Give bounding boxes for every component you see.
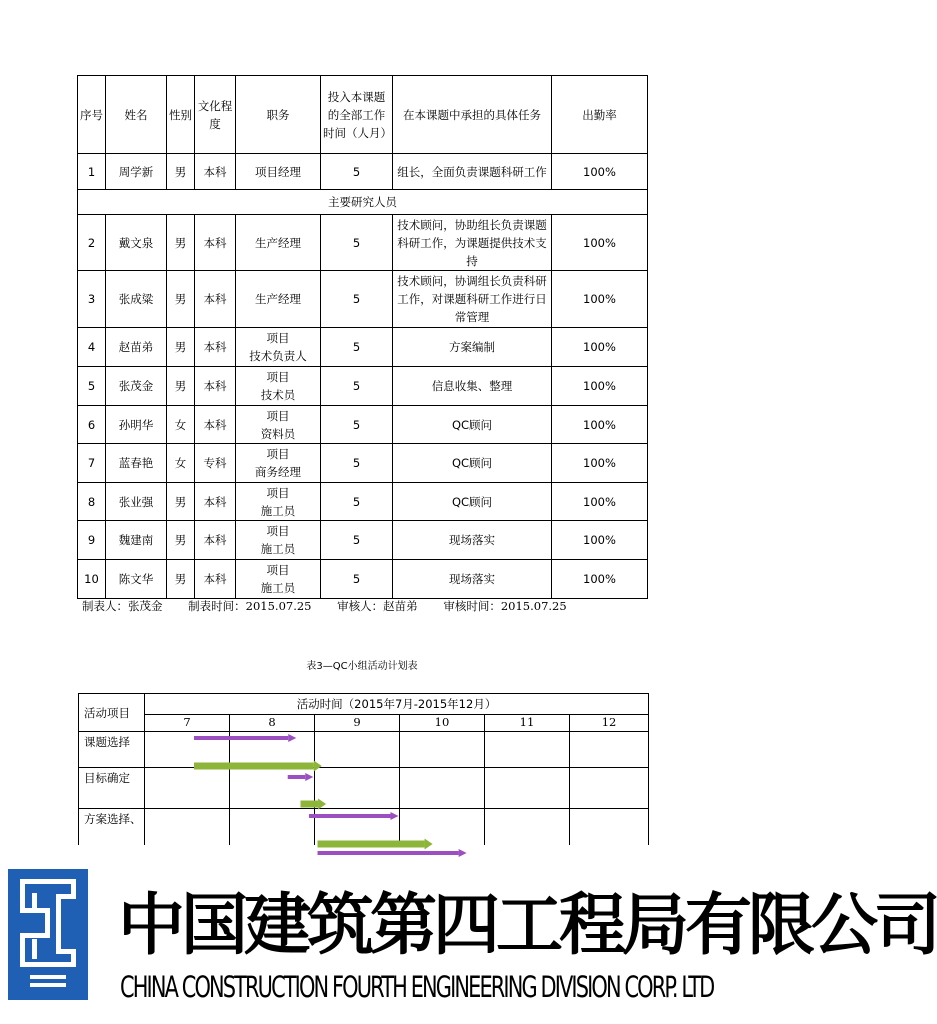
header-task: 在本课题中承担的具体任务: [393, 76, 552, 154]
cell-education: 本科: [195, 560, 236, 599]
cell-education: 本科: [195, 521, 236, 560]
cell-education: 本科: [195, 154, 236, 190]
maker-label: 制表人：: [82, 599, 128, 613]
cell-name: 赵苗弟: [106, 328, 167, 367]
cell-no: 7: [78, 444, 106, 483]
month-cell: 12: [570, 715, 649, 732]
cell-name: 蓝春艳: [106, 444, 167, 483]
cell-title: 项目 商务经理: [236, 444, 321, 483]
cell-rate: 100%: [552, 521, 648, 560]
cell-title: 项目 施工员: [236, 521, 321, 560]
company-name-en: CHINA CONSTRUCTION FOURTH ENGINEERING DIVISION CORP. LTD: [120, 970, 714, 1004]
cell-task: QC顾问: [393, 444, 552, 483]
cell-gender: 女: [167, 406, 195, 444]
reviewer-name: 赵苗弟: [383, 599, 418, 613]
cell-task: 组长，全面负责课题科研工作: [393, 154, 552, 190]
month-cell: 7: [145, 715, 230, 732]
cell-education: 专科: [195, 444, 236, 483]
header-time: 投入本课题的全部工作时间（人月）: [321, 76, 393, 154]
cell-title: 项目 施工员: [236, 560, 321, 599]
cell-time: 5: [321, 521, 393, 560]
cell-education: 本科: [195, 367, 236, 406]
review-date: 2015.07.25: [500, 599, 567, 613]
cell-rate: 100%: [552, 444, 648, 483]
cell-task: QC顾问: [393, 406, 552, 444]
cell-gender: 男: [167, 215, 195, 271]
header-title: 职务: [236, 76, 321, 154]
cell-no: 8: [78, 483, 106, 521]
cell-rate: 100%: [552, 483, 648, 521]
cell-education: 本科: [195, 483, 236, 521]
cell-rate: 100%: [552, 154, 648, 190]
cell-rate: 100%: [552, 328, 648, 367]
cell-gender: 男: [167, 560, 195, 599]
month-cell: 10: [400, 715, 485, 732]
cell-gender: 男: [167, 271, 195, 328]
cell-gender: 男: [167, 521, 195, 560]
cell-no: 4: [78, 328, 106, 367]
header-no: 序号: [78, 76, 106, 154]
review-date-label: 审核时间：: [443, 599, 501, 613]
cell-task: 信息收集、整理: [393, 367, 552, 406]
cell-name: 戴文泉: [106, 215, 167, 271]
cell-gender: 男: [167, 367, 195, 406]
header-education: 文化程度: [195, 76, 236, 154]
cell-rate: 100%: [552, 215, 648, 271]
header-rate: 出勤率: [552, 76, 648, 154]
cell-task: 现场落实: [393, 560, 552, 599]
cell-title: 项目 资料员: [236, 406, 321, 444]
cell-name: 陈文华: [106, 560, 167, 599]
cell-title: 生产经理: [236, 271, 321, 328]
activity-header: 活动项目: [79, 694, 145, 732]
cell-education: 本科: [195, 328, 236, 367]
cell-education: 本科: [195, 271, 236, 328]
gantt-bar-plan: [309, 812, 398, 820]
cell-no: 3: [78, 271, 106, 328]
gantt-bar-plan: [194, 734, 296, 742]
cell-no: 9: [78, 521, 106, 560]
cell-time: 5: [321, 406, 393, 444]
cell-no: 6: [78, 406, 106, 444]
cell-name: 孙明华: [106, 406, 167, 444]
header-name: 姓名: [106, 76, 167, 154]
cell-time: 5: [321, 444, 393, 483]
cell-gender: 男: [167, 154, 195, 190]
time-header: 活动时间（2015年7月-2015年12月）: [145, 694, 649, 715]
activity-label: 目标确定: [79, 768, 145, 809]
cell-time: 5: [321, 367, 393, 406]
cell-no: 10: [78, 560, 106, 599]
cell-title: 项目 技术员: [236, 367, 321, 406]
make-date: 2015.07.25: [245, 599, 312, 613]
cell-name: 张茂金: [106, 367, 167, 406]
cscec-logo-mark: [8, 869, 88, 1000]
cell-task: 技术顾问，协调组长负责科研工作，对课题科研工作进行日常管理: [393, 271, 552, 328]
cell-title: 项目经理: [236, 154, 321, 190]
month-cell: 8: [230, 715, 315, 732]
company-name-cn: 中国建筑第四工程局有限公司: [118, 886, 937, 964]
cell-task: 技术顾问，协助组长负责课题科研工作，为课题提供技术支持: [393, 215, 552, 271]
cell-task: 现场落实: [393, 521, 552, 560]
cell-title: 项目 施工员: [236, 483, 321, 521]
cell-name: 周学新: [106, 154, 167, 190]
cell-no: 5: [78, 367, 106, 406]
cell-gender: 男: [167, 328, 195, 367]
cscec-logo-icon: [8, 869, 88, 1000]
cell-gender: 男: [167, 483, 195, 521]
cell-task: QC顾问: [393, 483, 552, 521]
cell-time: 5: [321, 154, 393, 190]
cell-title: 生产经理: [236, 215, 321, 271]
plan-caption: 表3—QC小组活动计划表: [306, 661, 418, 672]
gantt-bar-actual: [301, 799, 327, 810]
month-cell: 11: [485, 715, 570, 732]
cell-gender: 女: [167, 444, 195, 483]
cell-task: 方案编制: [393, 328, 552, 367]
activity-label: 课题选择: [79, 732, 145, 768]
gantt-bar-actual: [318, 839, 433, 850]
cell-name: 张业强: [106, 483, 167, 521]
cell-title: 项目 技术负责人: [236, 328, 321, 367]
cell-no: 1: [78, 154, 106, 190]
cell-no: 2: [78, 215, 106, 271]
section-label: 主要研究人员: [78, 190, 648, 215]
cell-rate: 100%: [552, 367, 648, 406]
cell-time: 5: [321, 483, 393, 521]
gantt-bar-plan: [318, 849, 467, 857]
cell-time: 5: [321, 271, 393, 328]
cell-rate: 100%: [552, 271, 648, 328]
header-gender: 性别: [167, 76, 195, 154]
cell-education: 本科: [195, 215, 236, 271]
cell-name: 魏建南: [106, 521, 167, 560]
reviewer-label: 审核人：: [337, 599, 384, 613]
cell-time: 5: [321, 215, 393, 271]
maker-name: 张茂金: [128, 599, 163, 613]
cell-rate: 100%: [552, 406, 648, 444]
cell-rate: 100%: [552, 560, 648, 599]
cell-time: 5: [321, 560, 393, 599]
month-cell: 9: [315, 715, 400, 732]
cell-education: 本科: [195, 406, 236, 444]
cell-time: 5: [321, 328, 393, 367]
cell-name: 张成粱: [106, 271, 167, 328]
activity-label: 方案选择、: [79, 809, 145, 849]
date-label: 制表时间：: [188, 599, 246, 613]
gantt-bar-plan: [288, 773, 314, 781]
gantt-bar-actual: [194, 761, 322, 772]
